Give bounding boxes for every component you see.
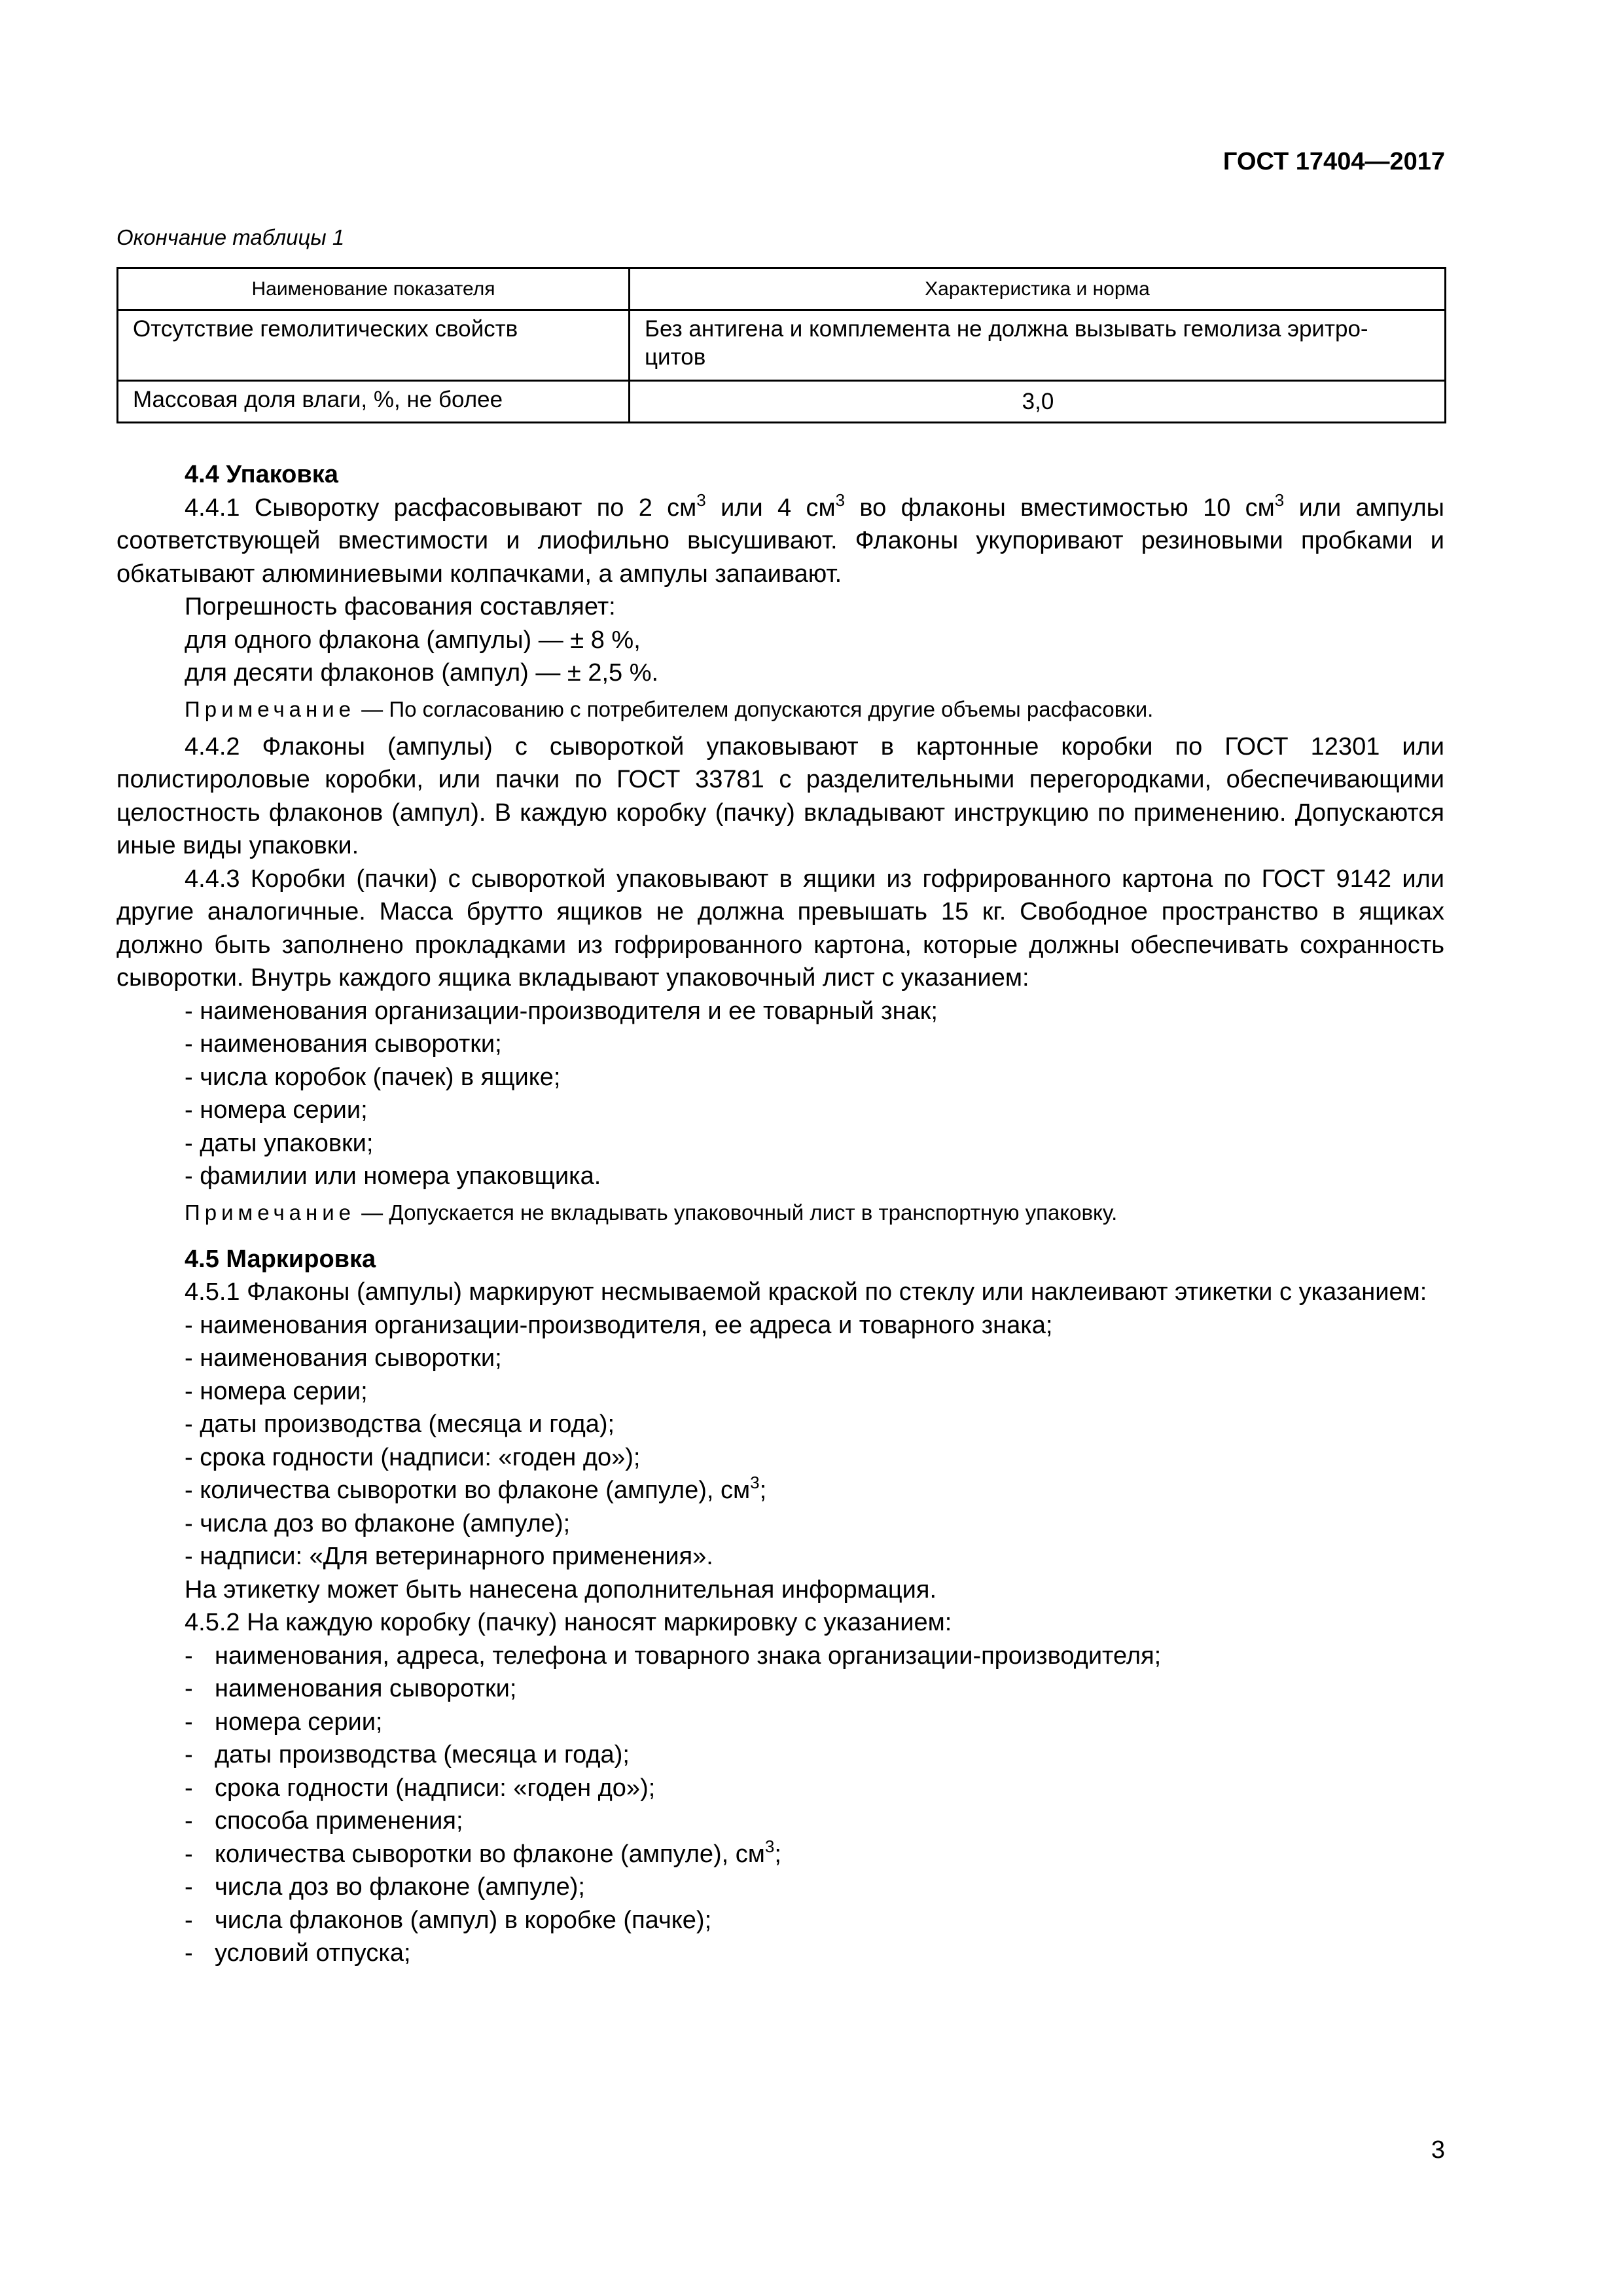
list-item: - наименования сыворотки;	[185, 1030, 502, 1058]
note: Примечание — Допускается не вкладывать упаковочный лист в транспортную упаковку.	[185, 1200, 1118, 1225]
list-item: - способа применения;	[185, 1807, 463, 1835]
standard-code: ГОСТ 17404—2017	[1222, 148, 1445, 175]
list-item: - номера серии;	[185, 1377, 368, 1405]
list-item: - даты упаковки;	[185, 1129, 374, 1157]
table-cell: Без антигена и комплемента не должна вызывать гемолиза эритро- цитов	[630, 310, 1446, 381]
list-item: - срока годности (надписи: «годен до»);	[185, 1774, 656, 1802]
column-header-norm: Характеристика и норма	[630, 268, 1446, 310]
table-cell: Массовая доля влаги, %, не более	[118, 381, 630, 423]
list-item: - количества сыворотки во флаконе (ампуле), $см^3$;	[185, 1836, 781, 1868]
tolerance-item: для десяти флаконов (ампул) — ± 2,5 %.	[185, 659, 659, 687]
tolerance-item: для одного флакона (ампулы) — ± 8 %,	[185, 626, 641, 654]
list-item: - надписи: «Для ветеринарного применения».	[185, 1543, 713, 1570]
paragraph-4-4-3: 4.4.3 Коробки (пачки) с сывороткой упаковывают в ящики из гофрированного картона по ГОСТ 9142 или другие аналогичные. Масса брутто ящиков не должна превышать 15 кг. Свободное пространство в ящиках должно быть заполнено прокладками из гофрированного картона, которые должны обеспечивать сохранность сыворотки. Внутрь каждого ящика вкладывают упаковочный лист с указанием:	[116, 865, 1444, 992]
note: Примечание — По согласованию с потребителем допускаются другие объемы расфасовки.	[185, 696, 1154, 721]
list-item: - наименования организации-производителя и ее товарный знак;	[185, 997, 938, 1025]
table-caption: Окончание таблицы 1	[116, 225, 345, 249]
list-item: - срока годности (надписи: «годен до»);	[185, 1443, 641, 1471]
list-item: - числа флаконов (ампул) в коробке (пачке);	[185, 1906, 712, 1934]
column-header-indicator: Наименование показателя	[118, 268, 630, 310]
list-item: - наименования, адреса, телефона и товарного знака организации-производителя;	[185, 1641, 1162, 1670]
section-heading-marking: 4.5 Маркировка	[185, 1245, 376, 1273]
table-1-end	[116, 267, 1446, 423]
list-item: - даты производства (месяца и года);	[185, 1741, 630, 1768]
page-number: 3	[1431, 2136, 1445, 2164]
tolerance-intro: Погрешность фасования составляет:	[185, 593, 616, 620]
paragraph-4-4-1: 4.4.1 Сыворотку расфасовывают по 2 $см^3$ или 4 $см^3$ во флаконы вместимостью 10 $см^3$ или ампулы соответствующей вместимости и лиофильно высушивают. Флаконы укупоривают резиновыми пробками и обкатывают алюминиевыми колпачками, а ампулы запаивают.	[116, 490, 1444, 588]
list-item: - даты производства (месяца и года);	[185, 1410, 615, 1438]
section-heading-packaging: 4.4 Упаковка	[185, 461, 338, 488]
list-item: - номера серии;	[185, 1708, 383, 1736]
extra-info: На этикетку может быть нанесена дополнительная информация.	[185, 1575, 936, 1604]
list-item: - количества сыворотки во флаконе (ампуле), $см^3$;	[185, 1473, 767, 1504]
list-item: - условий отпуска;	[185, 1939, 411, 1967]
list-item: - числа коробок (пачек) в ящике;	[185, 1063, 561, 1091]
list-item: - наименования организации-производителя, ее адреса и товарного знака;	[185, 1311, 1053, 1339]
table-row	[118, 381, 1446, 423]
document-body	[116, 458, 1444, 1970]
list-item: - фамилии или номера упаковщика.	[185, 1162, 601, 1190]
list-item: - числа доз во флаконе (ампуле);	[185, 1509, 571, 1537]
paragraph-4-5-2: 4.5.2 На каждую коробку (пачку) наносят маркировку с указанием:	[185, 1609, 952, 1636]
list-item: - числа доз во флаконе (ампуле);	[185, 1873, 585, 1901]
list-item: - номера серии;	[185, 1096, 368, 1124]
table-header-row	[118, 268, 1446, 310]
list-item: - наименования сыворотки;	[185, 1675, 517, 1702]
table-cell: 3,0	[630, 381, 1446, 423]
paragraph-4-4-2: 4.4.2 Флаконы (ампулы) с сывороткой упаковывают в картонные коробки по ГОСТ 12301 или полистироловые коробки, или пачки по ГОСТ 33781 с разделительными перегородками, обеспечивающими целостность флаконов (ампул). В каждую коробку (пачку) вкладывают инструкцию по применению. Допускаются иные виды упаковки.	[116, 732, 1444, 859]
paragraph-4-5-1: 4.5.1 Флаконы (ампулы) маркируют несмываемой краской по стеклу или наклеивают этикетки с указанием:	[185, 1278, 1427, 1306]
table-cell: Отсутствие гемолитических свойств	[118, 310, 630, 381]
table-row	[118, 310, 1446, 381]
list-item: - наименования сыворотки;	[185, 1344, 502, 1372]
